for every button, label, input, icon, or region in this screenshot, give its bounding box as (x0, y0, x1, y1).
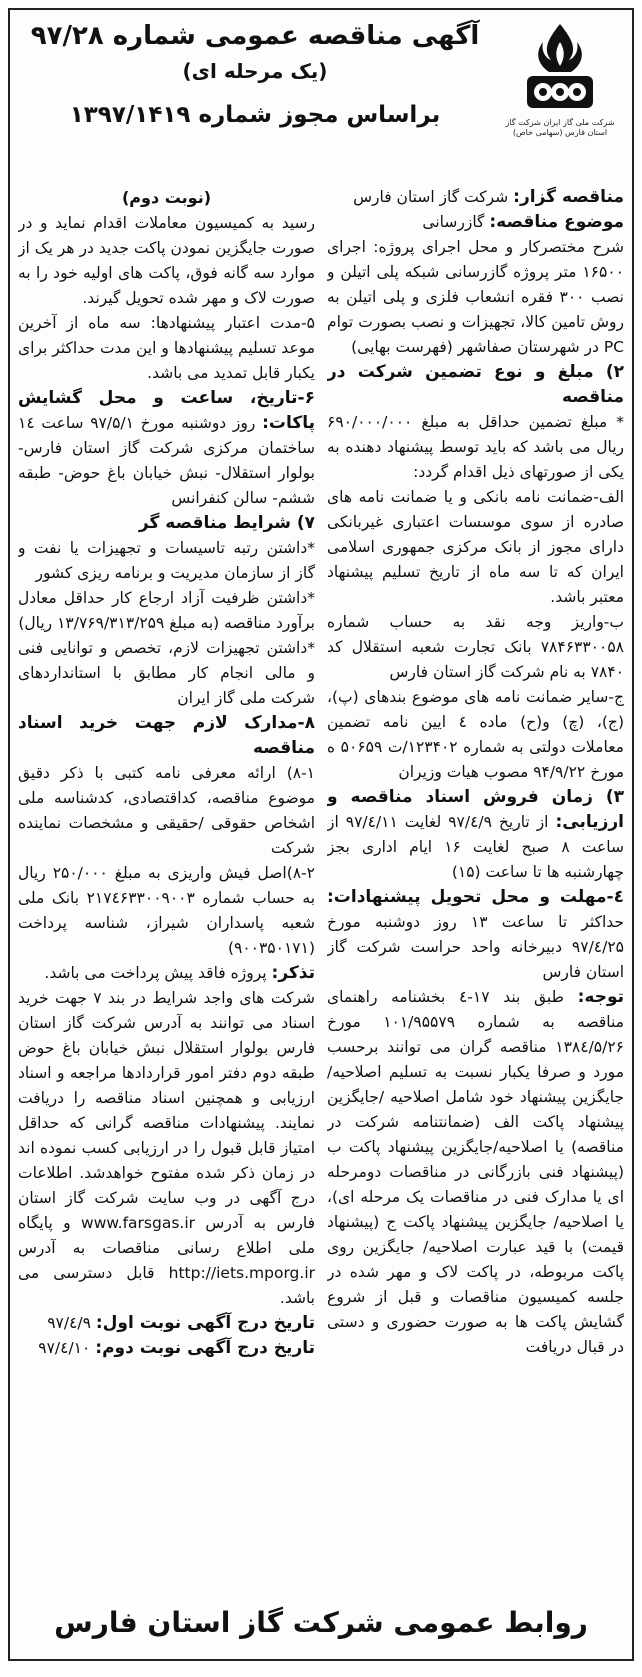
footer-signature: روابط عمومی شرکت گاز استان فارس (54, 1606, 588, 1639)
paragraph (18, 861, 315, 961)
paragraph-text: شرح مختصرکار و محل اجرای پروژه: اجرای ۱۶۵۰۰ متر پروژه گازرسانی شبکه پلی اتیلن و نصب ۳۰۰ فقره انشعاب فلزی و پلی اتیلن به روش تامین کالا، تجهیزات و نصب بصورت توام PC در شهرستان صفاشهر (فهرست بهایی) (327, 238, 624, 356)
paragraph-heading: ۷) شرایط مناقصه گر (138, 513, 315, 533)
paragraph (327, 985, 624, 1360)
paragraph (327, 185, 624, 210)
paragraph-text: رسید به کمیسیون معاملات اقدام نماید و در صورت جایگزین نمودن پاکت جدید در هر یک از موارد سه گانه فوق، پاکت های اولیه خود را به صورت لاک و مهر شده تحویل گیرند. (18, 214, 315, 307)
title-block (18, 16, 492, 136)
paragraph-heading: ۳) زمان فروش اسناد مناقصه و ارزیابی: (327, 787, 624, 832)
paragraph-text: *داشتن ظرفیت آزاد ارجاع کار حداقل معادل برآورد مناقصه (به مبلغ ۱۳/۷۶۹/۳۱۳/۲۵۹ ریال) (18, 589, 315, 632)
paragraph (327, 235, 624, 360)
notice-title: آگهی مناقصه عمومی شماره ۹۷/۲۸ (30, 21, 480, 51)
paragraph-text: ب-واریز وجه نقد به حساب شماره ۷۸۴۶۳۳۰۰۵۸ بانک تجارت شعبه استقلال کد ۷۸۴۰ به نام شرکت گاز استان فارس (327, 613, 624, 681)
paragraph-text: ۹۷/٤/۹ (47, 1314, 96, 1332)
paragraph-heading: توجه: (577, 987, 624, 1007)
paragraph (327, 685, 624, 785)
right-column (327, 185, 624, 1590)
paragraph-text: شرکت های واجد شرایط در بند ۷ جهت خرید اسناد می توانند به آدرس شرکت گاز استان فارس بولوار استقلال نبش خیابان باغ حوض طبقه دوم دفتر امور قراردادها مراجعه و اسناد ارزیابی و همچنین اسناد مناقصه را دریافت نمایند. پیشنهادات مناقصه گرانی که حداقل امتیاز قابل قبول را در ارزیابی کسب نموده اند در زمان ذکر شده مفتوح خواهدشد. اطلاعات درج آگهی در وب سایت شرکت گاز استان فارس به آدرس www.farsgas.ir و پایگاه ملی اطلاع رسانی مناقصات به آدرس http://iets.mporg.ir قابل دسترسی می باشد. (18, 989, 315, 1307)
paragraph-text: ۸-۱) ارائه معرفی نامه کتبی با ذکر دقیق موضوع مناقصه، کداقتصادی، کدشناسه ملی اشخاص حقوقی /حقیقی و مشخصات نماینده شرکت (18, 764, 315, 857)
paragraph (18, 211, 315, 311)
paragraph (18, 586, 315, 636)
paragraph-heading: ٤-مهلت و محل تحویل پیشنهادات: (327, 887, 624, 907)
paragraph-text: *داشتن تجهیزات لازم، تخصص و توانایی فنی و مالی انجام کار مطابق با استانداردهای شرکت ملی گاز ایران (18, 639, 315, 707)
paragraph (327, 885, 624, 985)
paragraph (18, 711, 315, 761)
paragraph-text: پروژه فاقد پیش پرداخت می باشد. (44, 964, 272, 982)
paragraph (18, 1311, 315, 1336)
left-column (18, 185, 315, 1590)
paragraph (327, 210, 624, 235)
paragraph (327, 410, 624, 485)
paragraph-heading: تذکر: (271, 963, 315, 983)
paragraph-text: شرکت گاز استان فارس (353, 188, 514, 206)
body-columns (18, 185, 624, 1590)
paragraph-text: الف-ضمانت نامه بانکی و یا ضمانت نامه های صادره از سوی موسسات اعتباری غیربانکی دارای مجوز از بانک مرکزی جمهوری اسلامی ایران که تا سه ماه از تاریخ تسلیم پیشنهاد معتبر باشد. (327, 488, 624, 606)
paragraph-text: طبق بند ۱۷-٤ بخشنامه راهنمای مناقصه به شماره ۱۰۱/۹۵۵۷۹ مورخ ۱۳۸٤/۵/۲۶ مناقصه گران می توانند برحسب مورد و صرفا یکبار نسبت به تسلیم اصلاحیه/ جایگزین پیشنهاد خود شامل اصلاحیه /جایگزین پیشنهاد پاکت الف (ضمانتنامه شرکت در مناقصه) یا اصلاحیه/جایگزین پیشنهاد پاکت ب (پیشنهاد فنی بازرگانی در مناقصات دومرحله ای یا مدارک فنی در مناقصات یک مرحله ای)، یا اصلاحیه/ جایگزین پیشنهاد پاکت ج (پیشنهاد قیمت) با قید عبارت اصلاحیه/ جایگزین روی پاکت مربوطه، در پاکت لاک و مهر شده در جلسه کمیسیون مناقصات و قبل از شروع گشایش پاکت ها به صورت حضوری و دستی در قبال دریافت (327, 988, 624, 1356)
paragraph-text: ۸-۲)اصل فیش واریزی به مبلغ ۲۵۰/۰۰۰ ریال به حساب شماره ۲۱۷٤۶۳۳۰۰۹۰۰۳ بانک ملی شعبه پاسداران شیراز، شناسه پرداخت (۹۰۰۳۵۰۱۷۱) (18, 864, 315, 957)
paragraph-text: حداکثر تا ساعت ۱۳ روز دوشنبه مورخ ۹۷/٤/۲۵ دبیرخانه واحد حراست شرکت گاز استان فارس (327, 913, 624, 981)
paragraph (327, 610, 624, 685)
paragraph (18, 536, 315, 586)
permit-line: براساس مجوز شماره ۱۳۹۷/۱۴۱۹ (69, 102, 441, 128)
paragraph (18, 961, 315, 986)
paragraph (18, 386, 315, 511)
paragraph-text: * مبلغ تضمین حداقل به مبلغ ۶۹۰/۰۰۰/۰۰۰ ریال می باشد که باید توسط پیشنهاد دهنده به یکی از صورتهای ذیل اقدام گردد: (327, 413, 624, 481)
tender-notice (8, 8, 634, 1661)
paragraph-text: گازرسانی (422, 213, 490, 231)
paragraph-text: از تاریخ ۹۷/٤/۹ لغایت ۹۷/٤/۱۱ از ساعت ۸ صبح لغایت ۱۶ ایام اداری بجز چهارشنبه ها تا ساعت (۱۵) (327, 813, 624, 881)
paragraph (327, 360, 624, 410)
paragraph (18, 1336, 315, 1361)
gas-flame-logo-icon (505, 20, 615, 116)
paragraph (327, 485, 624, 610)
paragraph (327, 785, 624, 885)
paragraph (18, 761, 315, 861)
round-label: (نوبت دوم) (121, 188, 212, 207)
paragraph-text: ۹۷/٤/۱۰ (38, 1339, 96, 1357)
paragraph (18, 636, 315, 711)
paragraph-heading: موضوع مناقصه: (489, 212, 624, 232)
nigc-logo (500, 20, 620, 148)
paragraph-text: *داشتن رتبه تاسیسات و تجهیزات یا نفت و گاز از سازمان مدیریت و برنامه ریزی کشور (18, 539, 315, 582)
notice-subtitle: (یک مرحله ای) (182, 59, 328, 83)
paragraph-heading: مناقصه گزار: (513, 187, 624, 207)
paragraph (18, 986, 315, 1311)
paragraph-heading: ۸-مدارک لازم جهت خرید اسناد مناقصه (18, 713, 315, 758)
paragraph (18, 311, 315, 386)
logo-caption: شرکت ملی گاز ایران شرکت گاز استان فارس (سهامی خاص) (505, 118, 615, 137)
notice-header (10, 10, 632, 185)
paragraph-text: ج-سایر ضمانت نامه های موضوع بندهای (پ)، (ج)، (چ) و(ح) ماده ٤ ایین نامه تضمین معاملات دولتی به شماره ۱۲۳۴۰۲/ت ۵۰۶۵۹ ه مورخ ۹۴/۹/۲۲ مصوب هیات وزیران (327, 688, 624, 781)
paragraph-heading: تاریخ درج آگهی نوبت اول: (95, 1313, 315, 1333)
paragraph-text: روز دوشنبه مورخ ۹۷/۵/۱ ساعت ۱٤ ساختمان مرکزی شرکت گاز استان فارس- بولوار استقلال- نبش خیابان باغ حوض- طبقه ششم- سالن کنفرانس (18, 414, 315, 507)
paragraph-heading: ۶-تاریخ، ساعت و محل گشایش پاکات: (18, 388, 315, 433)
paragraph (18, 511, 315, 536)
paragraph-heading: ۲) مبلغ و نوع تضمین شرکت در مناقصه (327, 362, 624, 407)
paragraph-heading: تاریخ درج آگهی نوبت دوم: (95, 1338, 315, 1358)
paragraph-text: ۵-مدت اعتبار پیشنهادها: سه ماه از آخرین موعد تسلیم پیشنهادها و این مدت حداکثر برای یکبار قابل تمدید می باشد. (18, 314, 315, 382)
